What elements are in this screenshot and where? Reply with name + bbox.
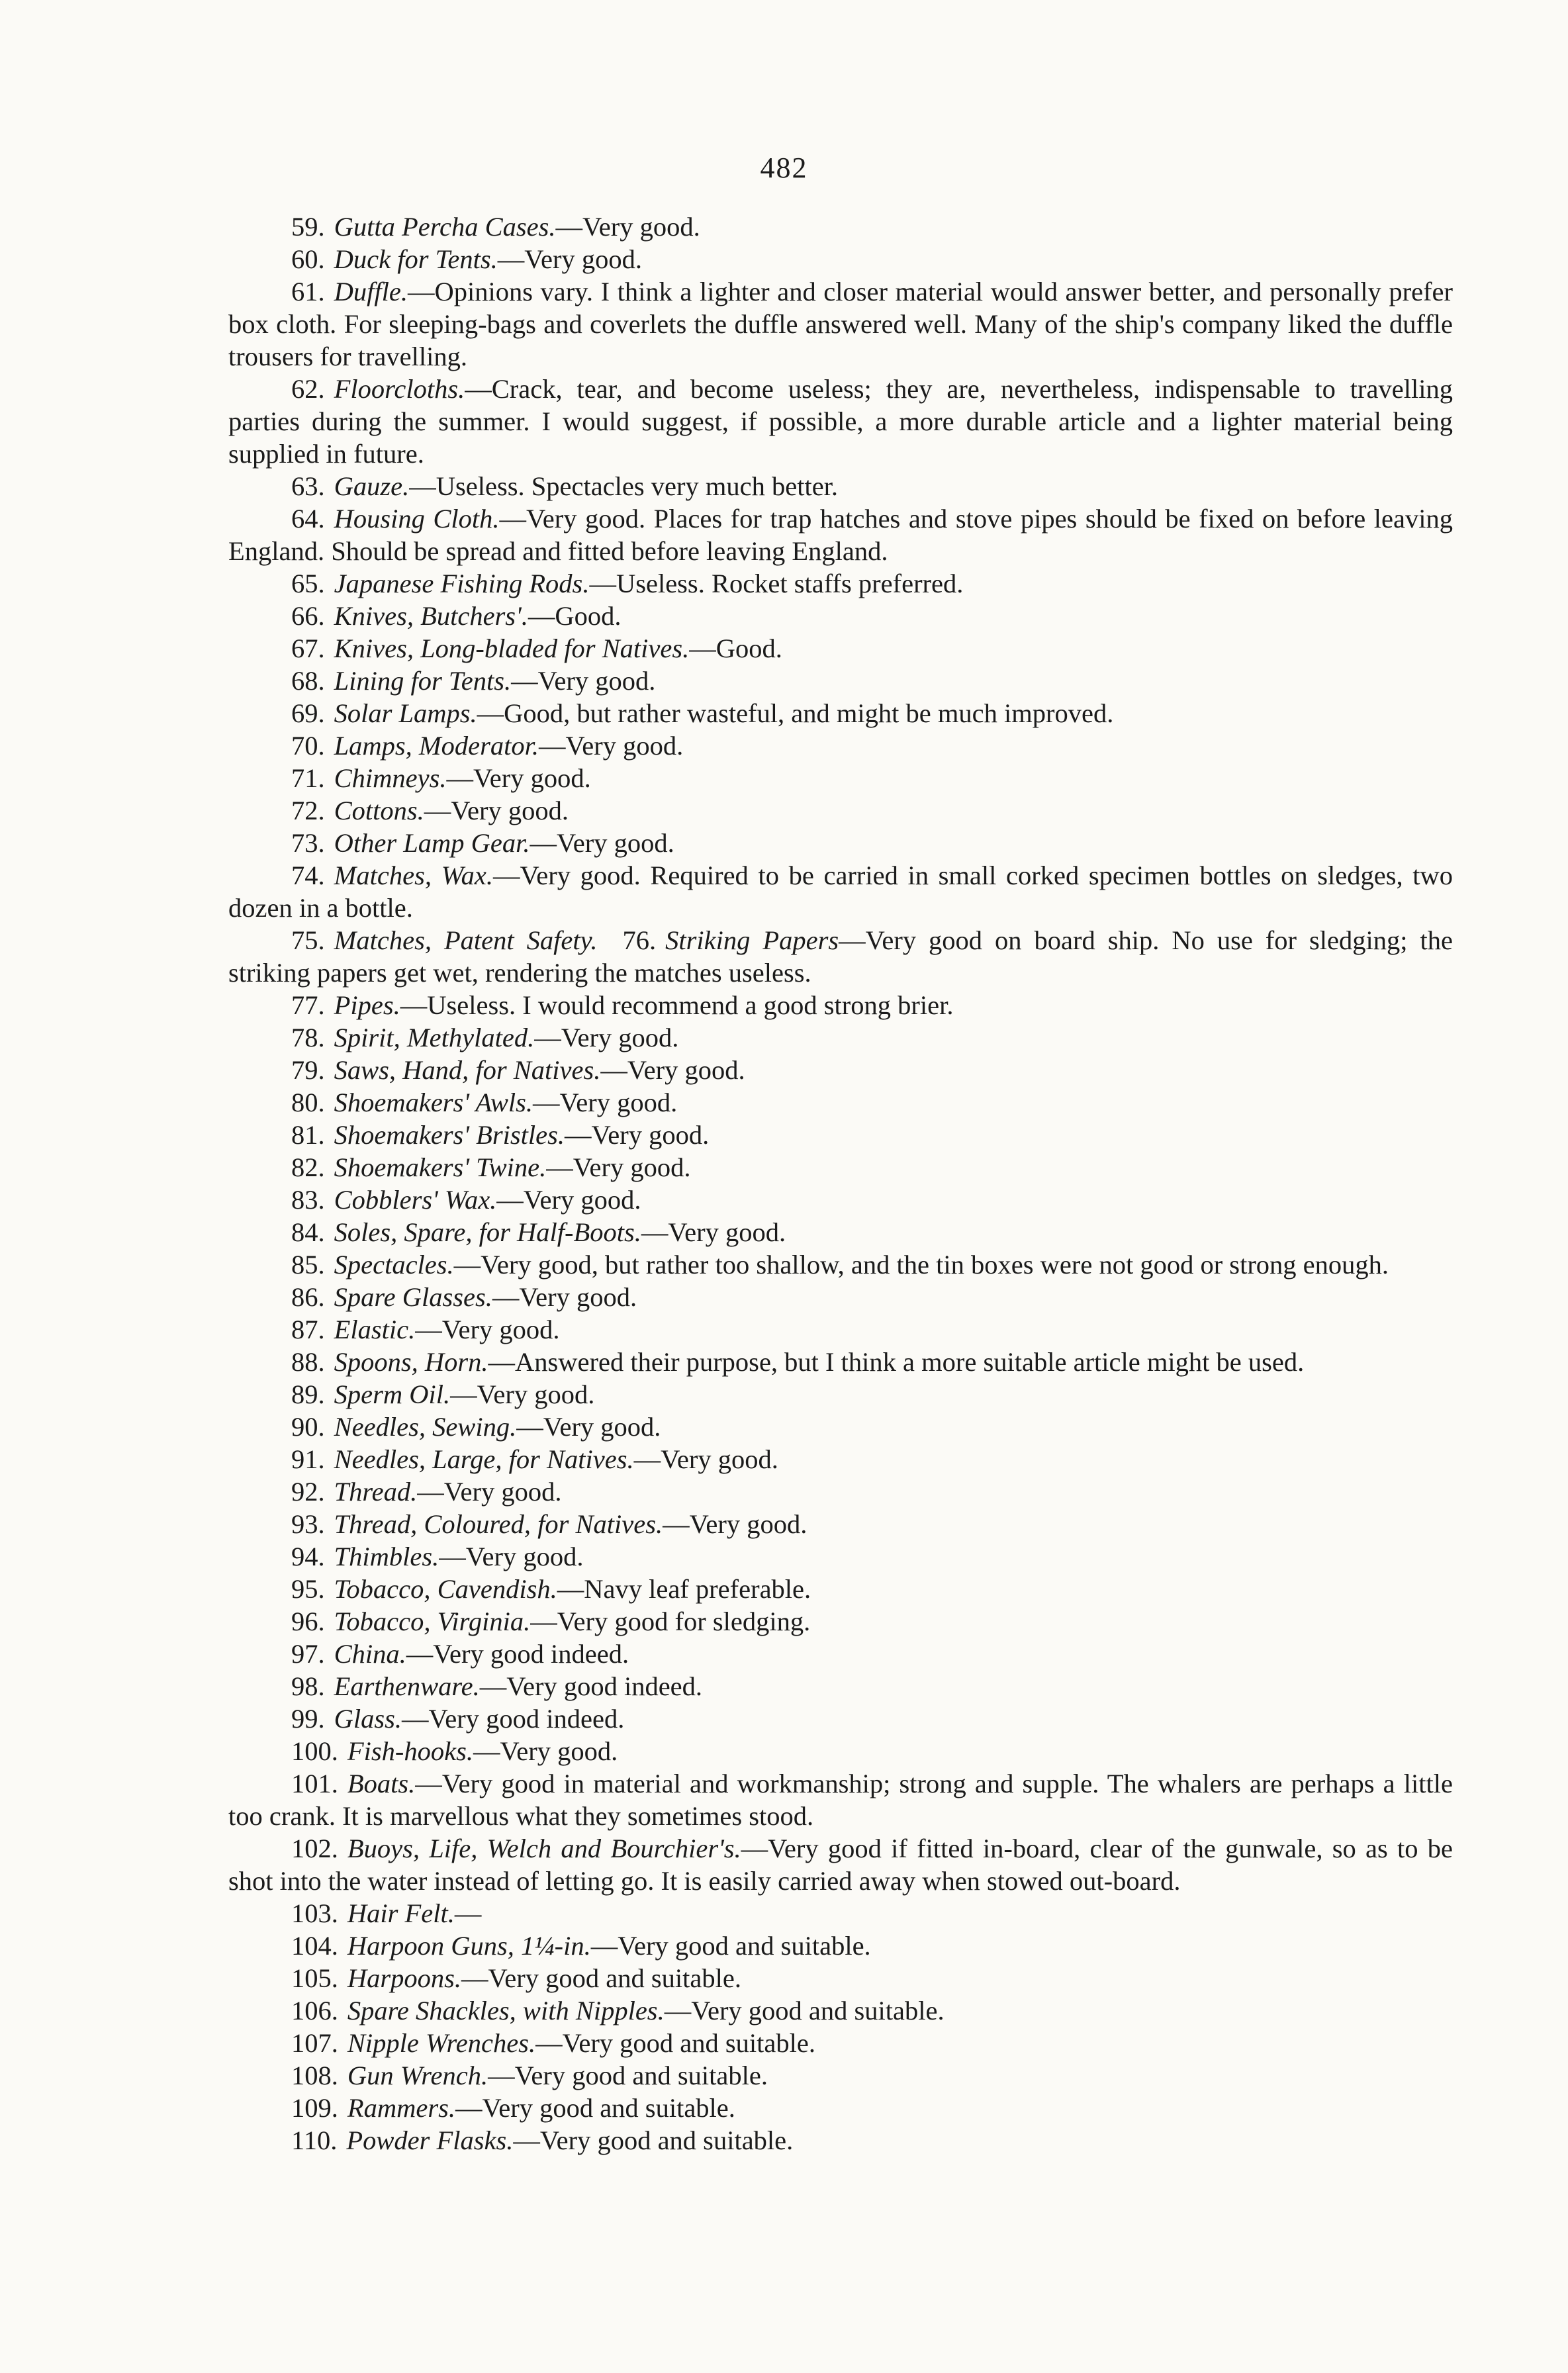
list-item (228, 794, 1453, 827)
list-item (228, 762, 1453, 794)
item-title: Cobblers' Wax. (334, 1185, 497, 1215)
item-text: —Useless. Rocket staffs preferred. (589, 569, 964, 598)
item-number: 92. (291, 1477, 325, 1507)
item-title: Powder Flasks. (346, 2125, 514, 2155)
item-text: —Good. (528, 601, 622, 631)
list-item (228, 665, 1453, 697)
item-title: Needles, Sewing. (334, 1412, 517, 1442)
item-title: Thread. (334, 1477, 418, 1507)
list-item (228, 275, 1453, 373)
item-number: 94. (291, 1542, 325, 1571)
item-number: 106. (291, 1996, 338, 2025)
item-title: Gutta Percha Cases. (334, 212, 556, 242)
item-title: Rammers. (347, 2093, 455, 2123)
item-number: 95. (291, 1574, 325, 1604)
item-title: Gun Wrench. (347, 2061, 488, 2090)
list-item (228, 827, 1453, 859)
item-text: —Very good. (663, 1509, 807, 1539)
item-number: 110. (291, 2125, 338, 2155)
item-number: 89. (291, 1379, 325, 1409)
item-title: Duffle. (334, 277, 408, 306)
list-item (228, 1313, 1453, 1346)
item-title: Soles, Spare, for Half-Boots. (334, 1217, 641, 1247)
item-text: —Very good if fitted in-board, clear of the gunwale, so as to be shot into the water instead of letting go. It is easily carried away when stowed out-board. (228, 1834, 1453, 1896)
item-text: —Very good. (417, 1477, 562, 1507)
item-title: Matches, Wax. (334, 861, 493, 890)
item-title: Lamps, Moderator. (334, 731, 539, 761)
list-item (228, 1346, 1453, 1378)
item-text: —Very good. (450, 1379, 595, 1409)
item-number: 75. (291, 925, 325, 955)
item-title: Spirit, Methylated. (334, 1023, 535, 1052)
item-title: Lining for Tents. (334, 666, 512, 696)
item-text: —Very good. (511, 666, 656, 696)
item-title: Earthenware. (334, 1671, 480, 1701)
item-title: Tobacco, Cavendish. (334, 1574, 557, 1604)
list-item (228, 243, 1453, 275)
item-text: —Very good and suitable. (535, 2028, 815, 2058)
item-title: Pipes. (334, 990, 400, 1020)
item-title: Knives, Butchers'. (334, 601, 528, 631)
list-item (228, 989, 1453, 1021)
item-text: —Very good and suitable. (664, 1996, 945, 2025)
item-number: 66. (291, 601, 325, 631)
item-text: —Very good and suitable. (488, 2061, 768, 2090)
item-title: Housing Cloth. (334, 504, 500, 534)
item-text: —Very good. Required to be carried in small corked specimen bottles on sledges, two dozen in a bottle. (228, 861, 1453, 923)
list-item (228, 1411, 1453, 1443)
item-number: 93. (291, 1509, 325, 1539)
item-title: Floorcloths. (334, 374, 465, 404)
item-number: 103. (291, 1898, 338, 1928)
item-text: —Very good. (533, 1088, 678, 1117)
list-item (228, 1021, 1453, 1054)
item-text: — (454, 1898, 482, 1928)
item-text: —Useless. Spectacles very much better. (409, 471, 839, 501)
item-text: —Opinions vary. I think a lighter and closer material would answer better, and personally prefer box cloth. For sleeping-bags and coverlets the duffle answered well. Many of the ship's company liked the duffle trousers for travelling. (228, 277, 1453, 371)
item-number: 64. (291, 504, 325, 534)
list-item (228, 1767, 1453, 1832)
list-item (228, 2092, 1453, 2124)
item-text: —Very good. (473, 1736, 618, 1766)
list-item (228, 1184, 1453, 1216)
item-text: —Very good. (546, 1152, 691, 1182)
item-number: 90. (291, 1412, 325, 1442)
list-item (228, 1378, 1453, 1411)
item-text: —Very good. (446, 763, 591, 793)
item-number: 77. (291, 990, 325, 1020)
item-title: Fish-hooks. (347, 1736, 473, 1766)
item-number: 104. (291, 1931, 338, 1961)
item-number: 65. (291, 569, 325, 598)
list-item (228, 1573, 1453, 1605)
item-text: —Very good on board ship. No use for sledging; the striking papers get wet, rendering the matches useless. (228, 925, 1453, 988)
item-text: —Good, but rather wasteful, and might be much improved. (477, 698, 1114, 728)
item-text: —Very good. (539, 731, 684, 761)
item-title: Matches, Patent Safety. (334, 925, 598, 955)
item-number: 100. (291, 1736, 338, 1766)
item-number: 86. (291, 1282, 325, 1312)
list-item (228, 1962, 1453, 1994)
item-number: 83. (291, 1185, 325, 1215)
item-title: Spare Shackles, with Nipples. (347, 1996, 665, 2025)
item-number: 82. (291, 1152, 325, 1182)
item-title: Shoemakers' Awls. (334, 1088, 533, 1117)
list-item (228, 1151, 1453, 1184)
item-title: Nipple Wrenches. (347, 2028, 536, 2058)
item-number: 109. (291, 2093, 338, 2123)
item-number: 107. (291, 2028, 338, 2058)
list-item (228, 632, 1453, 665)
item-number: 80. (291, 1088, 325, 1117)
page-number: 482 (760, 152, 808, 184)
item-title: Shoemakers' Twine. (334, 1152, 547, 1182)
item-title: Hair Felt. (347, 1898, 455, 1928)
list-item (228, 1605, 1453, 1638)
item-number: 76. (622, 925, 657, 955)
item-number: 88. (291, 1347, 325, 1377)
item-text: —Very good indeed. (406, 1639, 629, 1669)
item-text: —Very good. (555, 212, 700, 242)
item-title: Gauze. (334, 471, 410, 501)
item-title: Shoemakers' Bristles. (334, 1120, 565, 1150)
list-item (228, 1248, 1453, 1281)
item-text: —Navy leaf preferable. (557, 1574, 811, 1604)
item-number: 78. (291, 1023, 325, 1052)
list-item (228, 1054, 1453, 1086)
list-item (228, 210, 1453, 243)
item-number: 61. (291, 277, 325, 306)
item-text: —Very good, but rather too shallow, and the tin boxes were not good or strong enough. (453, 1250, 1389, 1280)
item-title: Elastic. (334, 1315, 416, 1344)
list-item (228, 1216, 1453, 1248)
item-title: Japanese Fishing Rods. (334, 569, 590, 598)
list-item (228, 1994, 1453, 2027)
item-text: —Very good. (415, 1315, 560, 1344)
list-item (228, 1670, 1453, 1702)
item-text: —Very good in material and workmanship; strong and supple. The whalers are perhaps a little too crank. It is marvellous what they sometimes stood. (228, 1769, 1453, 1831)
item-title: Striking Papers (665, 925, 839, 955)
item-text: —Very good. (496, 1185, 641, 1215)
item-title: Spectacles. (334, 1250, 454, 1280)
item-text: —Very good and suitable. (590, 1931, 871, 1961)
list-item (228, 1119, 1453, 1151)
item-title: Saws, Hand, for Natives. (334, 1055, 601, 1085)
list-item (228, 1540, 1453, 1573)
item-text: —Very good for sledging. (530, 1606, 811, 1636)
item-number: 63. (291, 471, 325, 501)
item-text: —Crack, tear, and become useless; they are, nevertheless, indispensable to travelling parties during the summer. I would suggest, if possible, a more durable article and a lighter material being supplied in future. (228, 374, 1453, 469)
item-text: —Very good. (497, 244, 642, 274)
item-number: 73. (291, 828, 325, 858)
item-text: —Very good and suitable. (513, 2125, 794, 2155)
item-title: China. (334, 1639, 406, 1669)
list-item (228, 502, 1453, 567)
item-number: 69. (291, 698, 325, 728)
list-item (228, 924, 1453, 989)
item-title: Sperm Oil. (334, 1379, 451, 1409)
item-title: Duck for Tents. (334, 244, 498, 274)
item-text: —Very good. (516, 1412, 661, 1442)
item-title: Knives, Long-bladed for Natives. (334, 633, 690, 663)
item-text: —Very good. Places for trap hatches and stove pipes should be fixed on before leaving England. Should be spread and fitted before leaving England. (228, 504, 1453, 566)
list-item (228, 1702, 1453, 1735)
item-text: —Very good. (492, 1282, 637, 1312)
item-text: —Very good and suitable. (455, 2093, 735, 2123)
item-title: Spoons, Horn. (334, 1347, 488, 1377)
item-number: 74. (291, 861, 325, 890)
item-text: —Very good. (633, 1444, 778, 1474)
item-number: 81. (291, 1120, 325, 1150)
item-number: 99. (291, 1704, 325, 1734)
list-item (228, 1281, 1453, 1313)
item-text: —Answered their purpose, but I think a more suitable article might be used. (488, 1347, 1305, 1377)
item-number: 91. (291, 1444, 325, 1474)
list-item (228, 729, 1453, 762)
item-text: —Very good and suitable. (461, 1963, 741, 1993)
item-text: —Useless. I would recommend a good strong brier. (400, 990, 954, 1020)
item-title: Harpoon Guns, 1¼-in. (347, 1931, 591, 1961)
item-number: 72. (291, 796, 325, 825)
list-item (228, 2124, 1453, 2157)
item-title: Solar Lamps. (334, 698, 477, 728)
list-item (228, 567, 1453, 600)
item-number: 60. (291, 244, 325, 274)
item-number: 97. (291, 1639, 325, 1669)
item-number: 96. (291, 1606, 325, 1636)
item-number: 59. (291, 212, 325, 242)
item-title: Thimbles. (334, 1542, 439, 1571)
item-number: 102. (291, 1834, 338, 1863)
item-number: 85. (291, 1250, 325, 1280)
list-item (228, 697, 1453, 729)
item-title: Needles, Large, for Natives. (334, 1444, 634, 1474)
item-number: 68. (291, 666, 325, 696)
list-item (228, 1475, 1453, 1508)
item-number: 87. (291, 1315, 325, 1344)
item-text: —Very good. (565, 1120, 710, 1150)
list-item (228, 1832, 1453, 1897)
item-title: Harpoons. (347, 1963, 462, 1993)
item-number: 62. (291, 374, 325, 404)
list-item (228, 1508, 1453, 1540)
item-number: 71. (291, 763, 325, 793)
item-number: 108. (291, 2061, 338, 2090)
item-title: Cottons. (334, 796, 424, 825)
list-item (228, 1930, 1453, 1962)
item-title: Glass. (334, 1704, 402, 1734)
list-item (228, 2059, 1453, 2092)
item-text: —Very good indeed. (479, 1671, 703, 1701)
item-text: —Very good. (424, 796, 569, 825)
item-title: Tobacco, Virginia. (334, 1606, 531, 1636)
item-text: —Very good. (600, 1055, 745, 1085)
item-title: Boats. (347, 1769, 416, 1798)
list-item (228, 1638, 1453, 1670)
list-item (228, 1443, 1453, 1475)
item-number: 101. (291, 1769, 338, 1798)
item-text: —Very good. (641, 1217, 786, 1247)
item-title: Spare Glasses. (334, 1282, 492, 1312)
item-title: Chimneys. (334, 763, 447, 793)
list-item (228, 470, 1453, 502)
item-text: —Very good. (534, 1023, 679, 1052)
item-text: —Good. (689, 633, 782, 663)
list-item (228, 600, 1453, 632)
item-number: 98. (291, 1671, 325, 1701)
item-title: Other Lamp Gear. (334, 828, 530, 858)
item-number: 67. (291, 633, 325, 663)
item-title: Buoys, Life, Welch and Bourchier's. (347, 1834, 741, 1863)
list-item (228, 2027, 1453, 2059)
item-text: —Very good indeed. (402, 1704, 625, 1734)
item-title: Thread, Coloured, for Natives. (334, 1509, 663, 1539)
list-item (228, 373, 1453, 470)
item-number: 105. (291, 1963, 338, 1993)
list-item (228, 1735, 1453, 1767)
item-number: 84. (291, 1217, 325, 1247)
list-item (228, 1086, 1453, 1119)
document-body (228, 210, 1453, 2189)
item-text: —Very good. (439, 1542, 584, 1571)
item-text: —Very good. (530, 828, 674, 858)
list-item (228, 2157, 1453, 2189)
item-number: 70. (291, 731, 325, 761)
item-number: 79. (291, 1055, 325, 1085)
list-item (228, 1897, 1453, 1930)
list-item (228, 859, 1453, 924)
